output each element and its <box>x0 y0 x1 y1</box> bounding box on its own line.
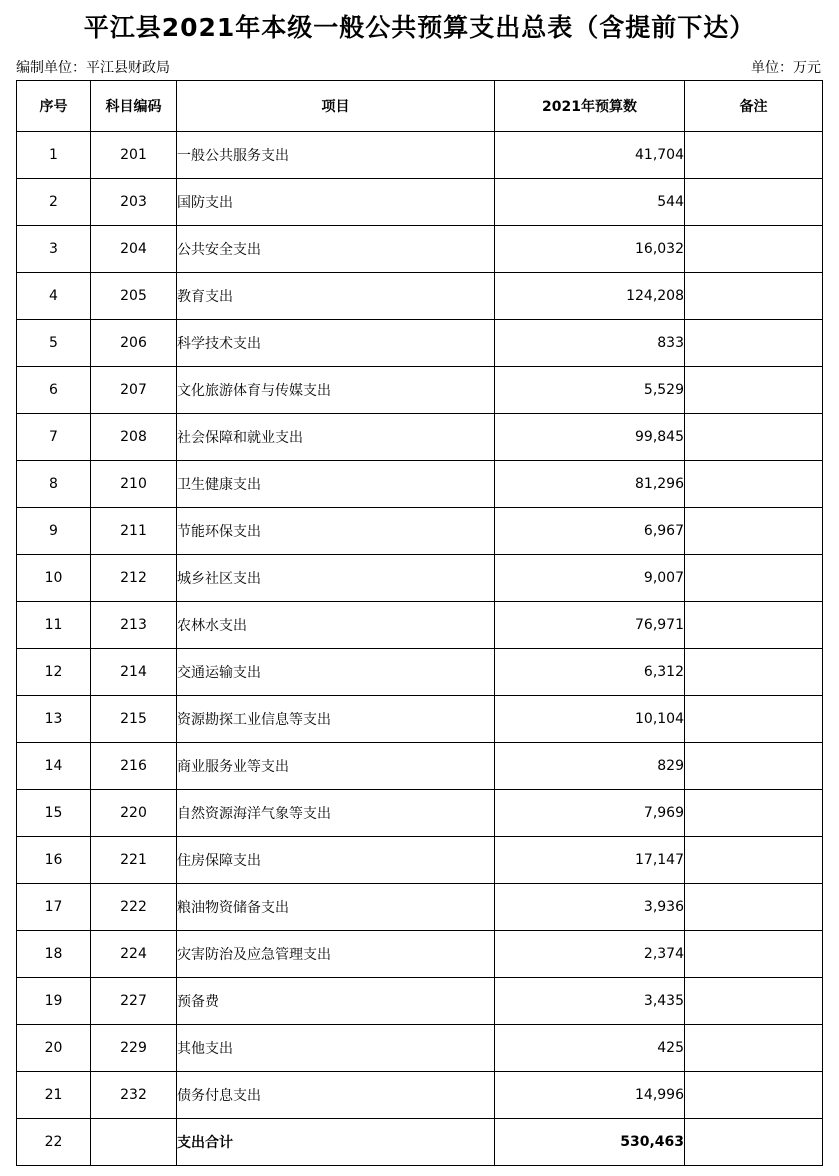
cell-remark <box>685 555 823 602</box>
table-row <box>17 884 823 931</box>
cell-amount: 3,936 <box>495 884 685 931</box>
table-row <box>17 226 823 273</box>
cell-seq: 22 <box>17 1119 91 1166</box>
currency-unit: 单位：万元 <box>751 60 821 76</box>
cell-remark <box>685 649 823 696</box>
cell-amount: 530,463 <box>495 1119 685 1166</box>
cell-remark <box>685 367 823 414</box>
cell-code: 216 <box>91 743 177 790</box>
cell-code: 212 <box>91 555 177 602</box>
table-row <box>17 1072 823 1119</box>
cell-name: 一般公共服务支出 <box>177 132 495 179</box>
table-row <box>17 414 823 461</box>
cell-seq: 5 <box>17 320 91 367</box>
cell-name: 文化旅游体育与传媒支出 <box>177 367 495 414</box>
cell-remark <box>685 931 823 978</box>
cell-name: 社会保障和就业支出 <box>177 414 495 461</box>
compiling-unit: 编制单位：平江县财政局 <box>16 60 170 76</box>
cell-seq: 4 <box>17 273 91 320</box>
cell-remark <box>685 978 823 1025</box>
cell-name: 支出合计 <box>177 1119 495 1166</box>
cell-amount: 829 <box>495 743 685 790</box>
cell-seq: 12 <box>17 649 91 696</box>
cell-remark <box>685 790 823 837</box>
cell-code: 205 <box>91 273 177 320</box>
header-seq: 序号 <box>17 81 91 132</box>
table-body <box>17 132 823 1166</box>
cell-remark <box>685 273 823 320</box>
cell-remark <box>685 461 823 508</box>
cell-seq: 14 <box>17 743 91 790</box>
cell-amount: 76,971 <box>495 602 685 649</box>
cell-seq: 3 <box>17 226 91 273</box>
cell-name: 公共安全支出 <box>177 226 495 273</box>
cell-amount: 99,845 <box>495 414 685 461</box>
table-row <box>17 978 823 1025</box>
cell-seq: 20 <box>17 1025 91 1072</box>
cell-code: 208 <box>91 414 177 461</box>
cell-amount: 7,969 <box>495 790 685 837</box>
cell-seq: 21 <box>17 1072 91 1119</box>
table-row <box>17 320 823 367</box>
cell-remark <box>685 179 823 226</box>
cell-seq: 16 <box>17 837 91 884</box>
cell-code: 220 <box>91 790 177 837</box>
cell-name: 粮油物资储备支出 <box>177 884 495 931</box>
cell-remark <box>685 1119 823 1166</box>
cell-name: 节能环保支出 <box>177 508 495 555</box>
cell-name: 资源勘探工业信息等支出 <box>177 696 495 743</box>
cell-code: 229 <box>91 1025 177 1072</box>
cell-code: 215 <box>91 696 177 743</box>
cell-name: 预备费 <box>177 978 495 1025</box>
cell-seq: 15 <box>17 790 91 837</box>
cell-amount: 10,104 <box>495 696 685 743</box>
table-row <box>17 273 823 320</box>
cell-code: 222 <box>91 884 177 931</box>
cell-remark <box>685 743 823 790</box>
table-row <box>17 696 823 743</box>
cell-amount: 41,704 <box>495 132 685 179</box>
table-row <box>17 508 823 555</box>
cell-name: 农林水支出 <box>177 602 495 649</box>
cell-remark <box>685 320 823 367</box>
cell-amount: 833 <box>495 320 685 367</box>
cell-amount: 16,032 <box>495 226 685 273</box>
budget-table <box>16 80 823 1166</box>
cell-code: 210 <box>91 461 177 508</box>
table-row <box>17 461 823 508</box>
cell-code: 221 <box>91 837 177 884</box>
cell-code <box>91 1119 177 1166</box>
cell-code: 203 <box>91 179 177 226</box>
cell-code: 204 <box>91 226 177 273</box>
cell-amount: 6,967 <box>495 508 685 555</box>
cell-amount: 81,296 <box>495 461 685 508</box>
cell-name: 教育支出 <box>177 273 495 320</box>
cell-amount: 5,529 <box>495 367 685 414</box>
cell-seq: 7 <box>17 414 91 461</box>
table-row <box>17 602 823 649</box>
table-row <box>17 132 823 179</box>
cell-seq: 2 <box>17 179 91 226</box>
cell-amount: 544 <box>495 179 685 226</box>
header-code: 科目编码 <box>91 81 177 132</box>
cell-code: 213 <box>91 602 177 649</box>
cell-code: 232 <box>91 1072 177 1119</box>
table-row <box>17 649 823 696</box>
cell-name: 科学技术支出 <box>177 320 495 367</box>
table-row <box>17 555 823 602</box>
cell-remark <box>685 884 823 931</box>
cell-remark <box>685 132 823 179</box>
table-row <box>17 1025 823 1072</box>
cell-remark <box>685 508 823 555</box>
cell-code: 211 <box>91 508 177 555</box>
cell-code: 206 <box>91 320 177 367</box>
cell-code: 224 <box>91 931 177 978</box>
cell-remark <box>685 602 823 649</box>
cell-name: 住房保障支出 <box>177 837 495 884</box>
cell-remark <box>685 1072 823 1119</box>
cell-amount: 124,208 <box>495 273 685 320</box>
cell-amount: 425 <box>495 1025 685 1072</box>
cell-remark <box>685 837 823 884</box>
table-row <box>17 790 823 837</box>
cell-remark <box>685 696 823 743</box>
cell-code: 207 <box>91 367 177 414</box>
header-name: 项目 <box>177 81 495 132</box>
table-row <box>17 931 823 978</box>
cell-seq: 17 <box>17 884 91 931</box>
cell-seq: 6 <box>17 367 91 414</box>
cell-amount: 2,374 <box>495 931 685 978</box>
cell-remark <box>685 1025 823 1072</box>
cell-name: 国防支出 <box>177 179 495 226</box>
cell-seq: 13 <box>17 696 91 743</box>
table-row <box>17 837 823 884</box>
cell-amount: 14,996 <box>495 1072 685 1119</box>
cell-code: 214 <box>91 649 177 696</box>
total-row <box>17 1119 823 1166</box>
cell-amount: 6,312 <box>495 649 685 696</box>
cell-remark <box>685 414 823 461</box>
cell-code: 227 <box>91 978 177 1025</box>
table-row <box>17 367 823 414</box>
cell-name: 交通运输支出 <box>177 649 495 696</box>
cell-amount: 17,147 <box>495 837 685 884</box>
cell-seq: 10 <box>17 555 91 602</box>
table-row <box>17 743 823 790</box>
document-title: 平江县2021年本级一般公共预算支出总表（含提前下达） <box>83 13 756 42</box>
table-header-row <box>17 81 823 132</box>
header-amount: 2021年预算数 <box>495 81 685 132</box>
table-row <box>17 179 823 226</box>
cell-name: 债务付息支出 <box>177 1072 495 1119</box>
cell-seq: 8 <box>17 461 91 508</box>
cell-seq: 1 <box>17 132 91 179</box>
cell-name: 商业服务业等支出 <box>177 743 495 790</box>
cell-name: 灾害防治及应急管理支出 <box>177 931 495 978</box>
cell-name: 城乡社区支出 <box>177 555 495 602</box>
cell-code: 201 <box>91 132 177 179</box>
cell-seq: 19 <box>17 978 91 1025</box>
header-remark: 备注 <box>685 81 823 132</box>
cell-amount: 9,007 <box>495 555 685 602</box>
cell-seq: 18 <box>17 931 91 978</box>
cell-remark <box>685 226 823 273</box>
cell-name: 卫生健康支出 <box>177 461 495 508</box>
cell-seq: 11 <box>17 602 91 649</box>
cell-amount: 3,435 <box>495 978 685 1025</box>
cell-seq: 9 <box>17 508 91 555</box>
cell-name: 自然资源海洋气象等支出 <box>177 790 495 837</box>
cell-name: 其他支出 <box>177 1025 495 1072</box>
